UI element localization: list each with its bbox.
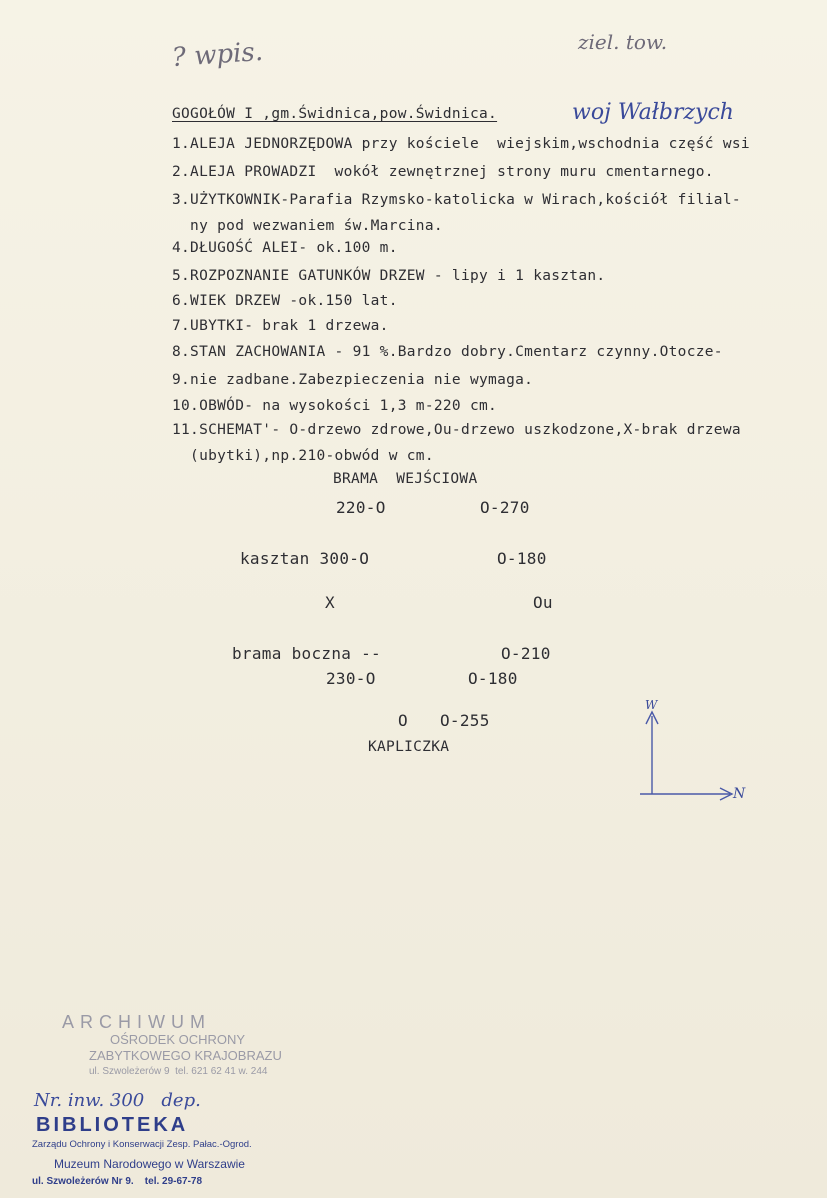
inventory-number: Nr. inw. 300 dep. (34, 1090, 201, 1111)
item-7: 7.UBYTKI- brak 1 drzewa. (172, 318, 389, 334)
library-stamp-address: ul. Szwoleżerów Nr 9. tel. 29-67-78 (32, 1176, 203, 1187)
handwritten-note-region: woj Wałbrzych (572, 100, 734, 125)
item-11-continuation: (ubytki),np.210-obwód w cm. (172, 448, 434, 464)
item-1: 1.ALEJA JEDNORZĘDOWA przy kościele wiejskim,wschodnia część wsi (172, 136, 750, 152)
archive-stamp-title: ARCHIWUM (62, 1012, 211, 1032)
schema-tree: O-210 (501, 644, 551, 663)
schema-tree-missing: X (325, 593, 335, 612)
library-stamp-line: Muzeum Narodowego w Warszawie (54, 1157, 245, 1171)
schema-chapel-label: KAPLICZKA (368, 739, 450, 755)
item-3-continuation: ny pod wezwaniem św.Marcina. (172, 218, 443, 234)
archive-stamp-address: ul. Szwoleżerów 9 tel. 621 62 41 w. 244 (89, 1066, 268, 1077)
compass-label-right: N (733, 786, 746, 802)
schema-tree: 220-O (336, 498, 386, 517)
item-2: 2.ALEJA PROWADZI wokół zewnętrznej strony muru cmentarnego. (172, 164, 714, 180)
schema-tree-damaged: Ou (533, 593, 553, 612)
handwritten-note-top-left: ? wpis. (171, 36, 264, 74)
item-6: 6.WIEK DRZEW -ok.150 lat. (172, 293, 398, 309)
item-3: 3.UŻYTKOWNIK-Parafia Rzymsko-katolicka w Wirach,kościół filial- (172, 192, 741, 208)
document-header: GOGOŁÓW I ,gm.Świdnica,pow.Świdnica. (172, 106, 498, 122)
schema-tree: O-270 (480, 498, 530, 517)
schema-tree: O-180 (468, 669, 518, 688)
item-5: 5.ROZPOZNANIE GATUNKÓW DRZEW - lipy i 1 kasztan. (172, 268, 606, 284)
library-stamp-title: BIBLIOTEKA (36, 1114, 189, 1136)
archive-stamp-line: OŚRODEK OCHRONY (110, 1032, 246, 1047)
schema-side-gate: brama boczna -- (232, 644, 381, 663)
archive-stamp-line: ZABYTKOWEGO KRAJOBRAZU (89, 1048, 282, 1063)
item-4: 4.DŁUGOŚĆ ALEI- ok.100 m. (172, 240, 398, 256)
schema-tree: 230-O (326, 669, 376, 688)
compass-label-up: W (645, 698, 658, 712)
item-8: 8.STAN ZACHOWANIA - 91 %.Bardzo dobry.Cmentarz czynny.Otocze- (172, 344, 723, 360)
schema-tree: O (398, 711, 408, 730)
handwritten-note-top-right: ziel. tow. (578, 30, 668, 54)
schema-tree: O-180 (497, 549, 547, 568)
library-stamp-line: Zarządu Ochrony i Konserwacji Zesp. Pałac.-Ogrod. (32, 1139, 252, 1150)
schema-gate-label: BRAMA WEJŚCIOWA (333, 471, 478, 487)
schema-tree: kasztan 300-O (240, 549, 370, 568)
item-10: 10.OBWÓD- na wysokości 1,3 m-220 cm. (172, 398, 498, 414)
item-9: 9.nie zadbane.Zabezpieczenia nie wymaga. (172, 372, 534, 388)
schema-tree: O-255 (440, 711, 490, 730)
item-11: 11.SCHEMAT'- O-drzewo zdrowe,Ou-drzewo uszkodzone,X-brak drzewa (172, 422, 741, 438)
